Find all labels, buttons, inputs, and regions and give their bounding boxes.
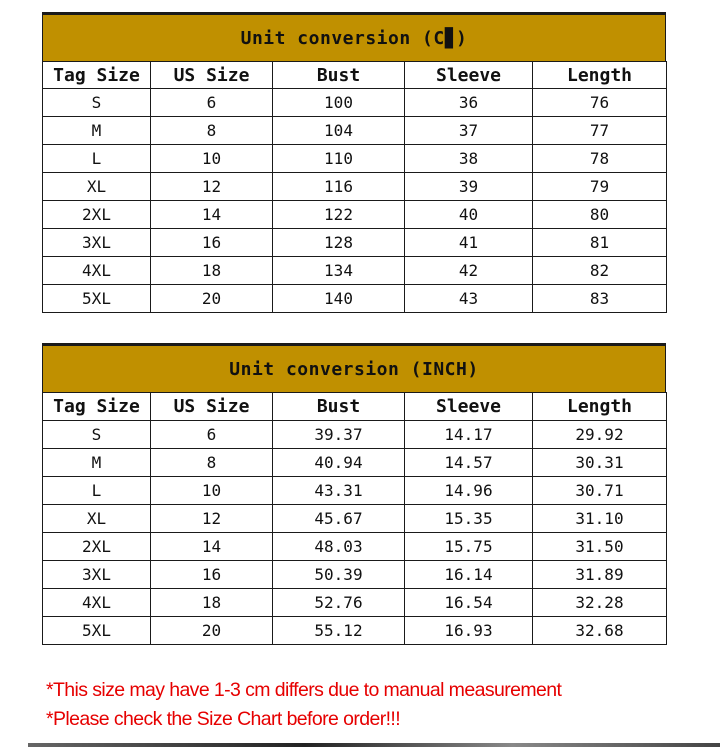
cell-us-size: 18 <box>151 257 273 285</box>
cell-bust: 116 <box>273 173 405 201</box>
cell-tag-size: S <box>43 89 151 117</box>
cell-us-size: 14 <box>151 201 273 229</box>
cell-sleeve: 14.57 <box>405 449 533 477</box>
cell-bust: 50.39 <box>273 561 405 589</box>
table-row <box>43 145 667 173</box>
cell-us-size: 8 <box>151 449 273 477</box>
cell-length: 76 <box>533 89 667 117</box>
notes <box>46 676 668 734</box>
cell-tag-size: S <box>43 421 151 449</box>
cell-length: 77 <box>533 117 667 145</box>
cell-bust: 52.76 <box>273 589 405 617</box>
cell-bust: 122 <box>273 201 405 229</box>
cell-bust: 134 <box>273 257 405 285</box>
inch-chart-title: Unit conversion (INCH) <box>42 343 666 392</box>
header-tag-size: Tag Size <box>43 393 151 421</box>
cell-tag-size: L <box>43 477 151 505</box>
cell-sleeve: 14.17 <box>405 421 533 449</box>
cm-size-chart <box>42 12 666 313</box>
table-row <box>43 257 667 285</box>
cell-us-size: 16 <box>151 561 273 589</box>
cell-bust: 140 <box>273 285 405 313</box>
header-length: Length <box>533 62 667 89</box>
table-header-row <box>43 393 667 421</box>
measurement-note: *This size may have 1-3 cm differs due to manual measurement <box>46 679 562 701</box>
table-row <box>43 617 667 645</box>
cell-tag-size: M <box>43 117 151 145</box>
table-row <box>43 117 667 145</box>
cell-sleeve: 37 <box>405 117 533 145</box>
cell-length: 32.28 <box>533 589 667 617</box>
header-us-size: US Size <box>151 62 273 89</box>
table-row <box>43 89 667 117</box>
cell-length: 79 <box>533 173 667 201</box>
cell-length: 31.10 <box>533 505 667 533</box>
table-row <box>43 533 667 561</box>
cell-tag-size: 4XL <box>43 589 151 617</box>
cell-bust: 110 <box>273 145 405 173</box>
inch-size-chart <box>42 343 666 645</box>
cell-us-size: 12 <box>151 173 273 201</box>
table-row <box>43 449 667 477</box>
cell-tag-size: 4XL <box>43 257 151 285</box>
cell-tag-size: L <box>43 145 151 173</box>
cell-tag-size: XL <box>43 505 151 533</box>
cell-length: 81 <box>533 229 667 257</box>
cell-sleeve: 40 <box>405 201 533 229</box>
cell-us-size: 16 <box>151 229 273 257</box>
bottom-divider <box>28 743 720 747</box>
header-bust: Bust <box>273 393 405 421</box>
table-row <box>43 505 667 533</box>
cm-chart-title: Unit conversion (C▊) <box>42 12 666 61</box>
cell-us-size: 6 <box>151 89 273 117</box>
cell-bust: 48.03 <box>273 533 405 561</box>
cell-bust: 104 <box>273 117 405 145</box>
cell-us-size: 18 <box>151 589 273 617</box>
table-row <box>43 285 667 313</box>
cell-us-size: 8 <box>151 117 273 145</box>
table-row <box>43 561 667 589</box>
cell-sleeve: 15.35 <box>405 505 533 533</box>
cell-tag-size: 3XL <box>43 229 151 257</box>
cell-tag-size: 3XL <box>43 561 151 589</box>
cell-length: 30.71 <box>533 477 667 505</box>
cell-bust: 45.67 <box>273 505 405 533</box>
cell-length: 80 <box>533 201 667 229</box>
cell-sleeve: 41 <box>405 229 533 257</box>
table-row <box>43 421 667 449</box>
cell-tag-size: 5XL <box>43 617 151 645</box>
cell-us-size: 14 <box>151 533 273 561</box>
cell-sleeve: 16.14 <box>405 561 533 589</box>
header-sleeve: Sleeve <box>405 62 533 89</box>
cell-bust: 128 <box>273 229 405 257</box>
cell-sleeve: 42 <box>405 257 533 285</box>
cell-us-size: 20 <box>151 617 273 645</box>
cell-tag-size: 5XL <box>43 285 151 313</box>
cell-bust: 43.31 <box>273 477 405 505</box>
cell-tag-size: 2XL <box>43 533 151 561</box>
header-length: Length <box>533 393 667 421</box>
table-header-row <box>43 62 667 89</box>
cell-length: 29.92 <box>533 421 667 449</box>
cell-sleeve: 16.54 <box>405 589 533 617</box>
cell-us-size: 10 <box>151 477 273 505</box>
cell-us-size: 12 <box>151 505 273 533</box>
cell-us-size: 20 <box>151 285 273 313</box>
table-row <box>43 477 667 505</box>
cell-tag-size: 2XL <box>43 201 151 229</box>
cell-sleeve: 43 <box>405 285 533 313</box>
cell-sleeve: 16.93 <box>405 617 533 645</box>
cell-tag-size: XL <box>43 173 151 201</box>
header-us-size: US Size <box>151 393 273 421</box>
cell-bust: 100 <box>273 89 405 117</box>
cell-length: 32.68 <box>533 617 667 645</box>
inch-size-table <box>42 392 667 645</box>
cell-sleeve: 39 <box>405 173 533 201</box>
cell-length: 31.50 <box>533 533 667 561</box>
cm-size-table <box>42 61 667 313</box>
header-tag-size: Tag Size <box>43 62 151 89</box>
cell-length: 30.31 <box>533 449 667 477</box>
cell-sleeve: 14.96 <box>405 477 533 505</box>
cell-bust: 55.12 <box>273 617 405 645</box>
cell-sleeve: 36 <box>405 89 533 117</box>
cell-length: 82 <box>533 257 667 285</box>
cell-us-size: 10 <box>151 145 273 173</box>
cell-sleeve: 38 <box>405 145 533 173</box>
check-chart-note: *Please check the Size Chart before order!!! <box>46 708 401 730</box>
cell-bust: 40.94 <box>273 449 405 477</box>
header-bust: Bust <box>273 62 405 89</box>
cell-bust: 39.37 <box>273 421 405 449</box>
cell-tag-size: M <box>43 449 151 477</box>
table-row <box>43 201 667 229</box>
cell-length: 78 <box>533 145 667 173</box>
header-sleeve: Sleeve <box>405 393 533 421</box>
cell-length: 83 <box>533 285 667 313</box>
cell-us-size: 6 <box>151 421 273 449</box>
cell-length: 31.89 <box>533 561 667 589</box>
table-row <box>43 173 667 201</box>
table-row <box>43 229 667 257</box>
table-row <box>43 589 667 617</box>
cell-sleeve: 15.75 <box>405 533 533 561</box>
